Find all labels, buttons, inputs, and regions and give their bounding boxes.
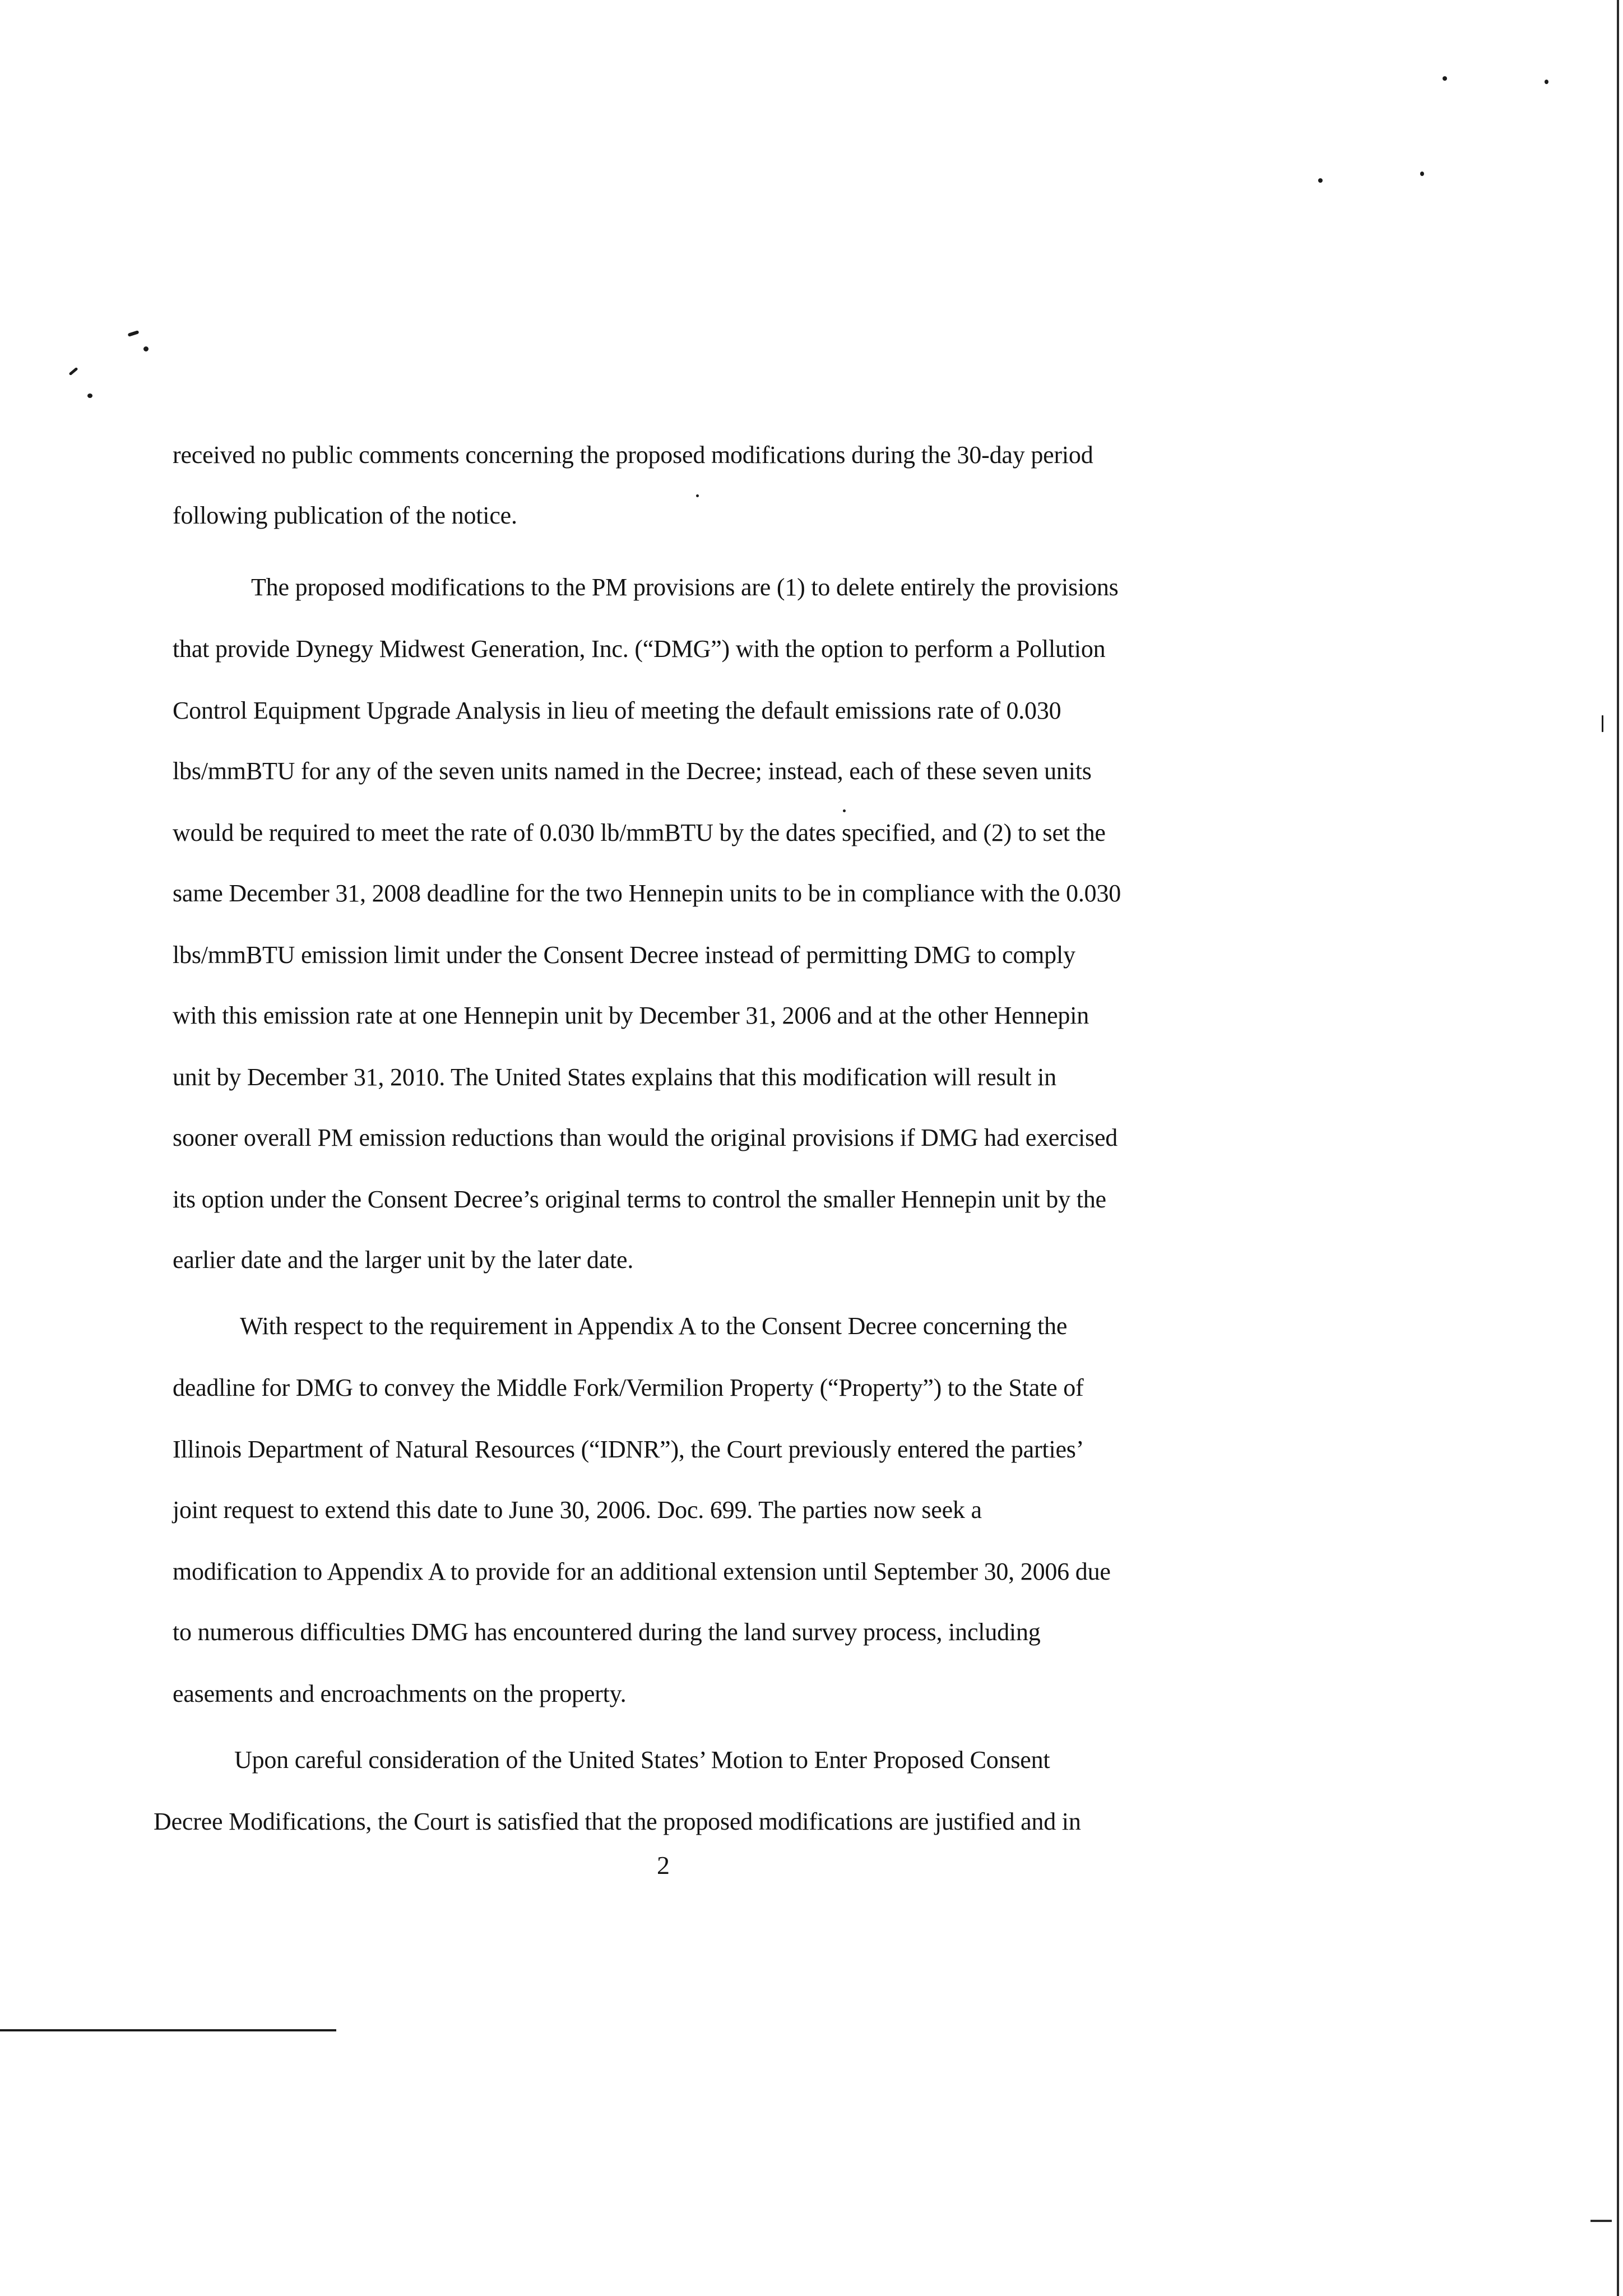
scan-edge-mark [1590,2220,1612,2222]
text-line: sooner overall PM emission reductions than would the original provisions if DMG had exercised [173,1124,1118,1151]
text-line: would be required to meet the rate of 0.030 lb/mmBTU by the dates specified, and (2) to set the [173,819,1106,846]
text-line: lbs/mmBTU for any of the seven units named in the Decree; instead, each of these seven units [173,757,1092,785]
text-line: joint request to extend this date to June 30, 2006. Doc. 699. The parties now seek a [173,1496,982,1524]
scan-rule-line [0,2029,336,2031]
text-line: its option under the Consent Decree’s original terms to control the smaller Hennepin unit by the [173,1186,1106,1213]
text-line: modification to Appendix A to provide for an additional extension until September 30, 2006 due [173,1558,1111,1585]
scan-speck [696,494,699,497]
text-line: The proposed modifications to the PM provisions are (1) to delete entirely the provisions [251,573,1119,601]
scan-speck [128,330,140,337]
scan-speck [843,809,846,812]
scan-speck [1420,172,1424,176]
text-line: to numerous difficulties DMG has encountered during the land survey process, including [173,1618,1041,1646]
text-line: With respect to the requirement in Appendix A to the Consent Decree concerning the [240,1312,1068,1340]
text-line: earlier date and the larger unit by the later date. [173,1246,634,1274]
scan-speck [87,394,92,398]
scan-speck [1318,178,1323,183]
text-line: Decree Modifications, the Court is satisfied that the proposed modifications are justified and in [154,1808,1081,1835]
scan-speck [1443,76,1447,81]
text-line: that provide Dynegy Midwest Generation, Inc. (“DMG”) with the option to perform a Pollution [173,635,1106,663]
text-line: received no public comments concerning the proposed modifications during the 30-day period [173,441,1093,469]
scan-speck [1602,715,1603,732]
page-number: 2 [657,1851,670,1880]
text-line: following publication of the notice. [173,502,517,529]
scan-speck [1545,80,1548,84]
scan-edge-line [1617,0,1619,2296]
text-line: Illinois Department of Natural Resources (“IDNR”), the Court previously entered the parties’ [173,1436,1084,1463]
text-line: same December 31, 2008 deadline for the two Hennepin units to be in compliance with the 0.030 [173,879,1121,907]
text-line: deadline for DMG to convey the Middle Fork/Vermilion Property (“Property”) to the State of [173,1374,1084,1401]
text-line: with this emission rate at one Hennepin unit by December 31, 2006 and at the other Hennepin [173,1002,1089,1029]
text-line: Control Equipment Upgrade Analysis in lieu of meeting the default emissions rate of 0.030 [173,697,1061,724]
text-line: Upon careful consideration of the United States’ Motion to Enter Proposed Consent [234,1746,1050,1774]
text-line: unit by December 31, 2010. The United States explains that this modification will result in [173,1063,1056,1091]
text-line: lbs/mmBTU emission limit under the Consent Decree instead of permitting DMG to comply [173,941,1075,969]
text-line: easements and encroachments on the property. [173,1680,627,1707]
scan-speck [68,367,78,376]
scan-speck [143,346,149,351]
